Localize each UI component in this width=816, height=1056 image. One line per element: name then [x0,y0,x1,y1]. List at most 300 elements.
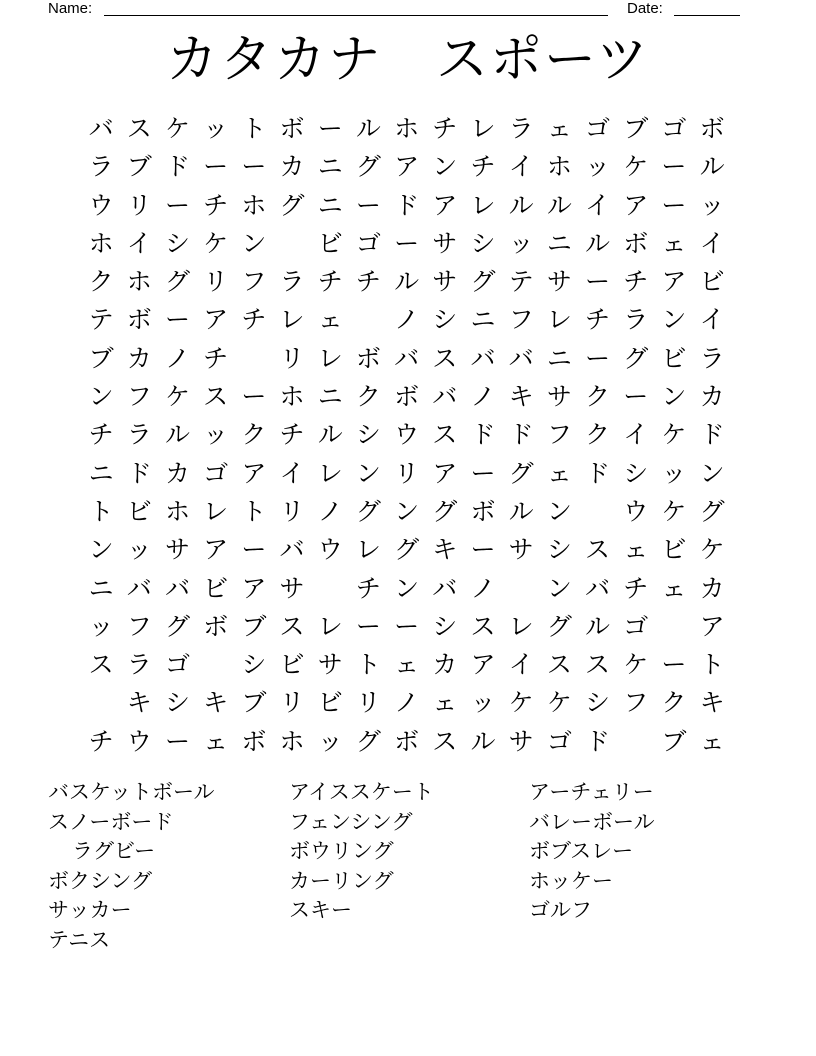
grid-cell[interactable]: ニ [317,152,343,182]
grid-cell[interactable]: チ [585,305,611,335]
grid-cell[interactable]: バ [279,535,305,565]
grid-cell[interactable]: チ [623,573,649,603]
grid-cell[interactable]: ブ [126,152,152,182]
grid-cell[interactable]: ビ [317,228,343,258]
grid-cell[interactable]: ド [164,152,190,182]
grid-cell[interactable]: ノ [470,573,496,603]
grid-cell[interactable]: ニ [317,190,343,220]
grid-cell[interactable]: ド [585,458,611,488]
grid-cell[interactable]: ビ [661,535,687,565]
grid-cell[interactable]: ー [661,190,687,220]
grid-cell[interactable]: レ [317,458,343,488]
grid-cell[interactable]: ブ [241,611,267,641]
grid-cell[interactable]: グ [164,267,190,297]
grid-cell[interactable]: シ [432,611,458,641]
word-item: バレーボール [529,809,655,834]
grid-cell[interactable]: ー [241,152,267,182]
grid-cell[interactable]: ゴ [585,114,611,143]
grid-cell[interactable]: グ [355,726,381,756]
grid-cell[interactable]: リ [394,458,420,488]
grid-cell[interactable]: ア [661,267,687,297]
grid-cell[interactable]: ア [699,611,725,641]
grid-cell[interactable]: グ [394,535,420,565]
grid-cell[interactable]: カ [699,382,725,412]
grid-cell[interactable]: ケ [203,228,229,258]
grid-cell[interactable]: ウ [126,726,152,756]
grid-cell[interactable]: カ [432,650,458,680]
grid-cell[interactable]: ー [241,382,267,412]
grid-cell[interactable]: ド [126,458,152,488]
grid-cell[interactable]: ー [394,611,420,641]
grid-cell[interactable]: ッ [585,152,611,182]
grid-cell[interactable]: ケ [623,650,649,680]
grid-cell[interactable]: シ [546,535,572,565]
grid-cell[interactable]: ケ [661,420,687,450]
grid-cell[interactable]: シ [623,458,649,488]
grid-cell[interactable]: ボ [394,382,420,412]
grid-cell[interactable]: ー [585,267,611,297]
grid-cell[interactable]: ラ [699,343,725,373]
grid-cell[interactable]: ブ [623,114,649,143]
grid-cell[interactable]: グ [508,458,534,488]
grid-cell[interactable]: ェ [546,114,572,143]
grid-cell[interactable]: ル [546,190,572,220]
grid-cell[interactable]: ッ [470,688,496,718]
grid-cell[interactable]: ト [699,650,725,680]
grid-cell[interactable]: ニ [88,573,114,603]
grid-cell[interactable]: シ [432,305,458,335]
grid-cell[interactable]: ラ [279,267,305,297]
grid-cell[interactable]: ゴ [203,458,229,488]
grid-cell[interactable]: ス [88,650,114,680]
grid-cell[interactable]: ケ [623,152,649,182]
grid-cell[interactable]: ド [585,726,611,756]
grid-cell[interactable]: カ [699,573,725,603]
grid-cell[interactable]: レ [546,305,572,335]
grid-cell[interactable]: ッ [126,535,152,565]
grid-cell[interactable]: ル [508,190,534,220]
grid-cell[interactable]: カ [279,152,305,182]
grid-cell[interactable]: ェ [623,535,649,565]
grid-cell[interactable]: ン [88,382,114,412]
grid-cell[interactable]: レ [508,611,534,641]
grid-cell[interactable]: フ [126,382,152,412]
grid-cell[interactable]: ン [88,535,114,565]
grid-cell[interactable]: ボ [126,305,152,335]
grid-cell[interactable]: ゴ [661,114,687,143]
grid-cell[interactable]: ゴ [623,611,649,641]
grid-cell[interactable]: ド [508,420,534,450]
grid-cell[interactable] [502,570,540,608]
grid-cell[interactable]: ー [470,458,496,488]
grid-cell[interactable]: レ [317,611,343,641]
word-search-grid [82,110,731,761]
grid-cell[interactable]: ボ [241,726,267,756]
grid-cell[interactable]: イ [508,152,534,182]
grid-cell[interactable]: ラ [88,152,114,182]
grid-cell[interactable]: バ [508,343,534,373]
grid-cell[interactable]: ケ [164,114,190,143]
grid-cell[interactable]: ウ [317,535,343,565]
grid-cell[interactable]: ン [394,573,420,603]
grid-cell[interactable]: サ [508,726,534,756]
grid-cell[interactable]: サ [279,573,305,603]
grid-cell[interactable]: イ [623,420,649,450]
grid-cell[interactable]: ゴ [355,228,381,258]
grid-row [82,110,731,148]
grid-cell[interactable] [349,301,387,339]
grid-cell[interactable]: グ [546,611,572,641]
grid-cell[interactable]: サ [546,267,572,297]
grid-cell[interactable]: バ [432,382,458,412]
grid-cell[interactable]: ー [203,152,229,182]
grid-cell[interactable]: ケ [661,496,687,526]
grid-cell[interactable]: バ [394,343,420,373]
grid-cell[interactable]: ー [585,343,611,373]
grid-cell[interactable]: ン [661,382,687,412]
grid-cell[interactable]: ス [432,726,458,756]
grid-cell[interactable]: ス [203,382,229,412]
grid-cell[interactable]: ボ [623,228,649,258]
grid-cell[interactable]: ッ [661,458,687,488]
grid-cell[interactable]: ビ [203,573,229,603]
grid-cell[interactable]: ラ [623,305,649,335]
grid-cell[interactable]: グ [279,190,305,220]
grid-cell[interactable]: ト [88,496,114,526]
grid-cell[interactable]: ビ [699,267,725,297]
grid-cell[interactable]: ー [661,650,687,680]
grid-cell[interactable]: ク [241,420,267,450]
grid-cell[interactable]: ク [585,382,611,412]
grid-cell[interactable]: ニ [546,228,572,258]
grid-cell[interactable] [578,493,616,531]
grid-cell[interactable]: グ [355,152,381,182]
grid-cell[interactable]: ス [432,420,458,450]
word-item: スキー [289,898,352,923]
grid-cell[interactable]: バ [88,114,114,143]
grid-cell[interactable]: ラ [126,420,152,450]
grid-cell[interactable]: ア [432,458,458,488]
grid-cell[interactable]: チ [88,420,114,450]
grid-cell[interactable]: シ [355,420,381,450]
grid-cell[interactable]: イ [126,228,152,258]
grid-cell[interactable]: リ [126,190,152,220]
grid-cell[interactable]: ェ [394,650,420,680]
grid-cell[interactable]: ノ [164,343,190,373]
grid-cell[interactable]: ス [585,650,611,680]
grid-cell[interactable]: ン [546,573,572,603]
grid-cell[interactable]: ホ [546,152,572,182]
grid-cell[interactable]: ゴ [164,650,190,680]
grid-cell[interactable] [82,684,120,722]
grid-cell[interactable]: カ [164,458,190,488]
grid-cell[interactable]: バ [126,573,152,603]
grid-cell[interactable]: レ [279,305,305,335]
grid-cell[interactable] [655,608,693,646]
grid-cell[interactable]: リ [203,267,229,297]
grid-cell[interactable]: チ [470,152,496,182]
grid-cell[interactable]: ア [394,152,420,182]
grid-cell[interactable]: ェ [661,228,687,258]
grid-cell[interactable]: ン [355,458,381,488]
grid-cell[interactable]: ェ [317,305,343,335]
grid-cell[interactable]: ェ [699,726,725,756]
grid-cell[interactable]: キ [432,535,458,565]
grid-cell[interactable]: ー [470,535,496,565]
grid-cell[interactable]: ン [699,458,725,488]
grid-cell[interactable]: ビ [279,650,305,680]
grid-cell[interactable]: チ [432,114,458,143]
grid-cell[interactable]: イ [279,458,305,488]
grid-cell[interactable]: ホ [126,267,152,297]
grid-cell[interactable]: サ [164,535,190,565]
worksheet-header [0,0,816,20]
grid-cell[interactable]: ボ [699,114,725,143]
grid-cell[interactable]: ケ [164,382,190,412]
grid-cell[interactable]: ケ [508,688,534,718]
grid-cell[interactable]: カ [126,343,152,373]
grid-cell[interactable]: ル [164,420,190,450]
grid-cell[interactable]: グ [699,496,725,526]
grid-cell[interactable]: サ [546,382,572,412]
grid-cell[interactable]: ボ [355,343,381,373]
grid-cell[interactable]: レ [470,114,496,143]
grid-cell[interactable]: ン [394,496,420,526]
grid-cell[interactable]: ア [432,190,458,220]
grid-cell[interactable]: ン [432,152,458,182]
grid-cell[interactable]: ー [355,190,381,220]
grid-cell[interactable]: ア [241,458,267,488]
grid-cell[interactable]: ド [470,420,496,450]
grid-cell[interactable]: ウ [88,190,114,220]
grid-cell[interactable]: チ [279,420,305,450]
grid-row [82,340,731,378]
grid-cell[interactable]: ト [355,650,381,680]
grid-cell[interactable]: チ [623,267,649,297]
grid-cell[interactable]: ア [203,535,229,565]
grid-cell[interactable]: ー [317,114,343,143]
grid-cell[interactable]: ホ [241,190,267,220]
grid-cell[interactable]: グ [355,496,381,526]
grid-cell[interactable]: イ [699,305,725,335]
grid-cell[interactable]: チ [317,267,343,297]
grid-cell[interactable] [311,570,349,608]
grid-cell[interactable]: ニ [88,458,114,488]
grid-cell[interactable]: ブ [241,688,267,718]
grid-cell[interactable]: ホ [88,228,114,258]
grid-cell[interactable]: ッ [508,228,534,258]
grid-cell[interactable] [235,340,273,378]
grid-cell[interactable]: ビ [126,496,152,526]
grid-cell[interactable]: バ [432,573,458,603]
grid-cell[interactable]: ェ [203,726,229,756]
grid-cell[interactable]: イ [508,650,534,680]
grid-cell[interactable]: ー [394,228,420,258]
grid-cell[interactable]: ン [661,305,687,335]
grid-cell[interactable]: シ [585,688,611,718]
grid-cell[interactable]: リ [279,496,305,526]
grid-cell[interactable]: グ [470,267,496,297]
grid-cell[interactable]: バ [470,343,496,373]
grid-cell[interactable] [617,723,655,761]
grid-cell[interactable]: ー [164,726,190,756]
grid-cell[interactable]: ン [241,228,267,258]
grid-cell[interactable]: サ [508,535,534,565]
grid-cell[interactable]: ェ [546,458,572,488]
grid-cell[interactable]: ビ [661,343,687,373]
grid-cell[interactable]: ー [355,611,381,641]
grid-cell[interactable]: ド [394,190,420,220]
grid-cell[interactable]: ス [432,343,458,373]
grid-cell[interactable]: ウ [623,496,649,526]
grid-cell[interactable]: ル [317,420,343,450]
grid-cell[interactable]: ル [470,726,496,756]
date-line[interactable] [674,15,740,16]
grid-cell[interactable]: ア [241,573,267,603]
grid-cell[interactable]: ス [470,611,496,641]
grid-cell[interactable]: チ [241,305,267,335]
grid-cell[interactable]: ノ [470,382,496,412]
grid-cell[interactable]: リ [355,688,381,718]
grid-cell[interactable]: ボ [394,726,420,756]
grid-cell[interactable]: グ [623,343,649,373]
grid-cell[interactable]: ト [241,496,267,526]
grid-cell[interactable]: イ [699,228,725,258]
grid-cell[interactable] [197,646,235,684]
word-item: ボクシング [48,868,153,893]
grid-cell[interactable]: ク [585,420,611,450]
grid-cell[interactable]: ウ [394,420,420,450]
grid-cell[interactable]: ホ [279,382,305,412]
grid-cell[interactable]: チ [355,267,381,297]
grid-cell[interactable]: ル [508,496,534,526]
grid-cell[interactable]: ー [241,535,267,565]
grid-cell[interactable]: ル [394,267,420,297]
grid-cell[interactable]: フ [126,611,152,641]
grid-cell[interactable]: ホ [394,114,420,143]
grid-cell[interactable]: グ [432,496,458,526]
grid-cell[interactable]: ス [126,114,152,143]
grid-cell[interactable]: ル [585,228,611,258]
grid-cell[interactable]: ゴ [546,726,572,756]
grid-cell[interactable]: ケ [699,535,725,565]
grid-cell[interactable]: ー [164,190,190,220]
grid-cell[interactable]: ク [88,267,114,297]
grid-cell[interactable]: ェ [661,573,687,603]
grid-cell[interactable]: テ [508,267,534,297]
grid-cell[interactable]: イ [585,190,611,220]
grid-cell[interactable]: テ [88,305,114,335]
grid-cell[interactable]: ア [470,650,496,680]
grid-cell[interactable]: ス [279,611,305,641]
grid-cell[interactable]: シ [164,228,190,258]
grid-cell[interactable]: ケ [546,688,572,718]
grid-cell[interactable]: ア [203,305,229,335]
grid-cell[interactable]: ン [546,496,572,526]
grid-cell[interactable]: キ [203,688,229,718]
grid-cell[interactable]: ッ [203,114,229,143]
grid-cell[interactable]: ホ [164,496,190,526]
grid-cell[interactable]: キ [699,688,725,718]
grid-cell[interactable]: ト [241,114,267,143]
grid-cell[interactable]: リ [279,343,305,373]
grid-cell[interactable]: チ [203,190,229,220]
grid-cell[interactable]: フ [241,267,267,297]
grid-cell[interactable]: フ [546,420,572,450]
grid-cell[interactable]: フ [623,688,649,718]
grid-cell[interactable]: ニ [317,382,343,412]
grid-cell[interactable]: ッ [203,420,229,450]
grid-cell[interactable]: レ [470,190,496,220]
grid-cell[interactable]: サ [317,650,343,680]
grid-cell[interactable]: ー [623,382,649,412]
grid-cell[interactable]: ボ [279,114,305,143]
grid-cell[interactable]: ノ [317,496,343,526]
grid-cell[interactable]: シ [470,228,496,258]
word-item: バスケットボール [48,780,215,804]
grid-cell[interactable]: ラ [126,650,152,680]
grid-cell[interactable]: ク [661,688,687,718]
grid-cell[interactable]: チ [355,573,381,603]
word-item: ゴルフ [529,898,592,923]
grid-cell[interactable]: ス [585,535,611,565]
grid-cell[interactable]: キ [126,688,152,718]
grid-cell[interactable]: シ [241,650,267,680]
grid-cell[interactable]: ェ [432,688,458,718]
grid-cell[interactable]: ッ [317,726,343,756]
grid-cell[interactable]: ド [699,420,725,450]
grid-cell[interactable]: ッ [88,611,114,641]
grid-cell[interactable]: サ [432,228,458,258]
grid-cell[interactable]: ク [355,382,381,412]
grid-cell[interactable]: レ [203,496,229,526]
grid-cell[interactable]: ル [355,114,381,143]
grid-cell[interactable] [273,225,311,263]
grid-cell[interactable]: サ [432,267,458,297]
grid-cell[interactable]: リ [279,688,305,718]
grid-cell[interactable]: ニ [470,305,496,335]
grid-cell[interactable]: ス [546,650,572,680]
grid-cell[interactable]: バ [585,573,611,603]
grid-cell[interactable]: ー [661,152,687,182]
grid-cell[interactable]: ノ [394,305,420,335]
grid-cell[interactable]: シ [164,688,190,718]
name-line[interactable] [104,15,608,16]
grid-cell[interactable]: ホ [279,726,305,756]
grid-cell[interactable]: ア [623,190,649,220]
grid-cell[interactable]: ッ [699,190,725,220]
grid-cell[interactable]: ビ [317,688,343,718]
grid-cell[interactable]: フ [508,305,534,335]
grid-cell[interactable]: レ [317,343,343,373]
grid-cell[interactable]: ラ [508,114,534,143]
grid-cell[interactable]: ー [164,305,190,335]
grid-cell[interactable]: バ [164,573,190,603]
grid-cell[interactable]: キ [508,382,534,412]
grid-cell[interactable]: ブ [661,726,687,756]
grid-cell[interactable]: ノ [394,688,420,718]
grid-cell[interactable]: ル [699,152,725,182]
grid-cell[interactable]: ブ [88,343,114,373]
grid-cell[interactable]: ボ [203,611,229,641]
grid-cell[interactable]: グ [164,611,190,641]
grid-cell[interactable]: ボ [470,496,496,526]
grid-cell[interactable]: チ [203,343,229,373]
grid-cell[interactable]: ル [585,611,611,641]
grid-cell[interactable]: チ [88,726,114,756]
grid-cell[interactable]: ニ [546,343,572,373]
grid-cell[interactable]: レ [355,535,381,565]
